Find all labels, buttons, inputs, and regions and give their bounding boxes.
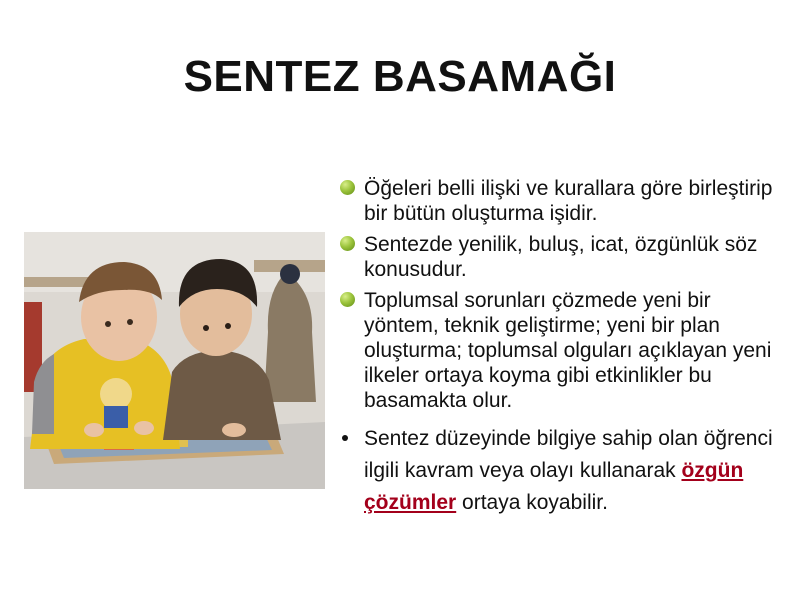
slide-title: SENTEZ BASAMAĞI: [183, 52, 617, 101]
green-bullet-icon: [340, 292, 355, 307]
black-bullet-icon: [342, 435, 348, 441]
bullet-item-1: [340, 176, 780, 226]
green-bullet-icon: [340, 236, 355, 251]
bullet-list: [340, 176, 780, 525]
bullet-item-4: [340, 423, 780, 519]
bullet-text: Öğeleri belli ilişki ve kurallara göre birleştirip bir bütün oluşturma işidir.: [364, 177, 773, 225]
bullet-text-before: Sentez düzeyinde bilgiye sahip olan öğrenci ilgili kavram veya olayı kullanarak: [364, 427, 773, 482]
bullet-item-2: [340, 232, 780, 282]
highlight-link[interactable]: özgün çözümler: [364, 459, 744, 514]
children-puzzle-photo: [24, 232, 325, 489]
bullet-text: Sentezde yenilik, buluş, icat, özgünlük söz konusudur.: [364, 233, 758, 281]
bullet-item-3: [340, 288, 780, 413]
bullet-text-after: ortaya koyabilir.: [456, 491, 608, 514]
bullet-text: Toplumsal sorunları çözmede yeni bir yöntem, teknik geliştirme; yeni bir plan oluşturma; toplumsal olguları açıklayan yeni ilkeler ortaya koyma gibi etkinlikler bu basamakta olur.: [364, 289, 772, 412]
green-bullet-icon: [340, 180, 355, 195]
